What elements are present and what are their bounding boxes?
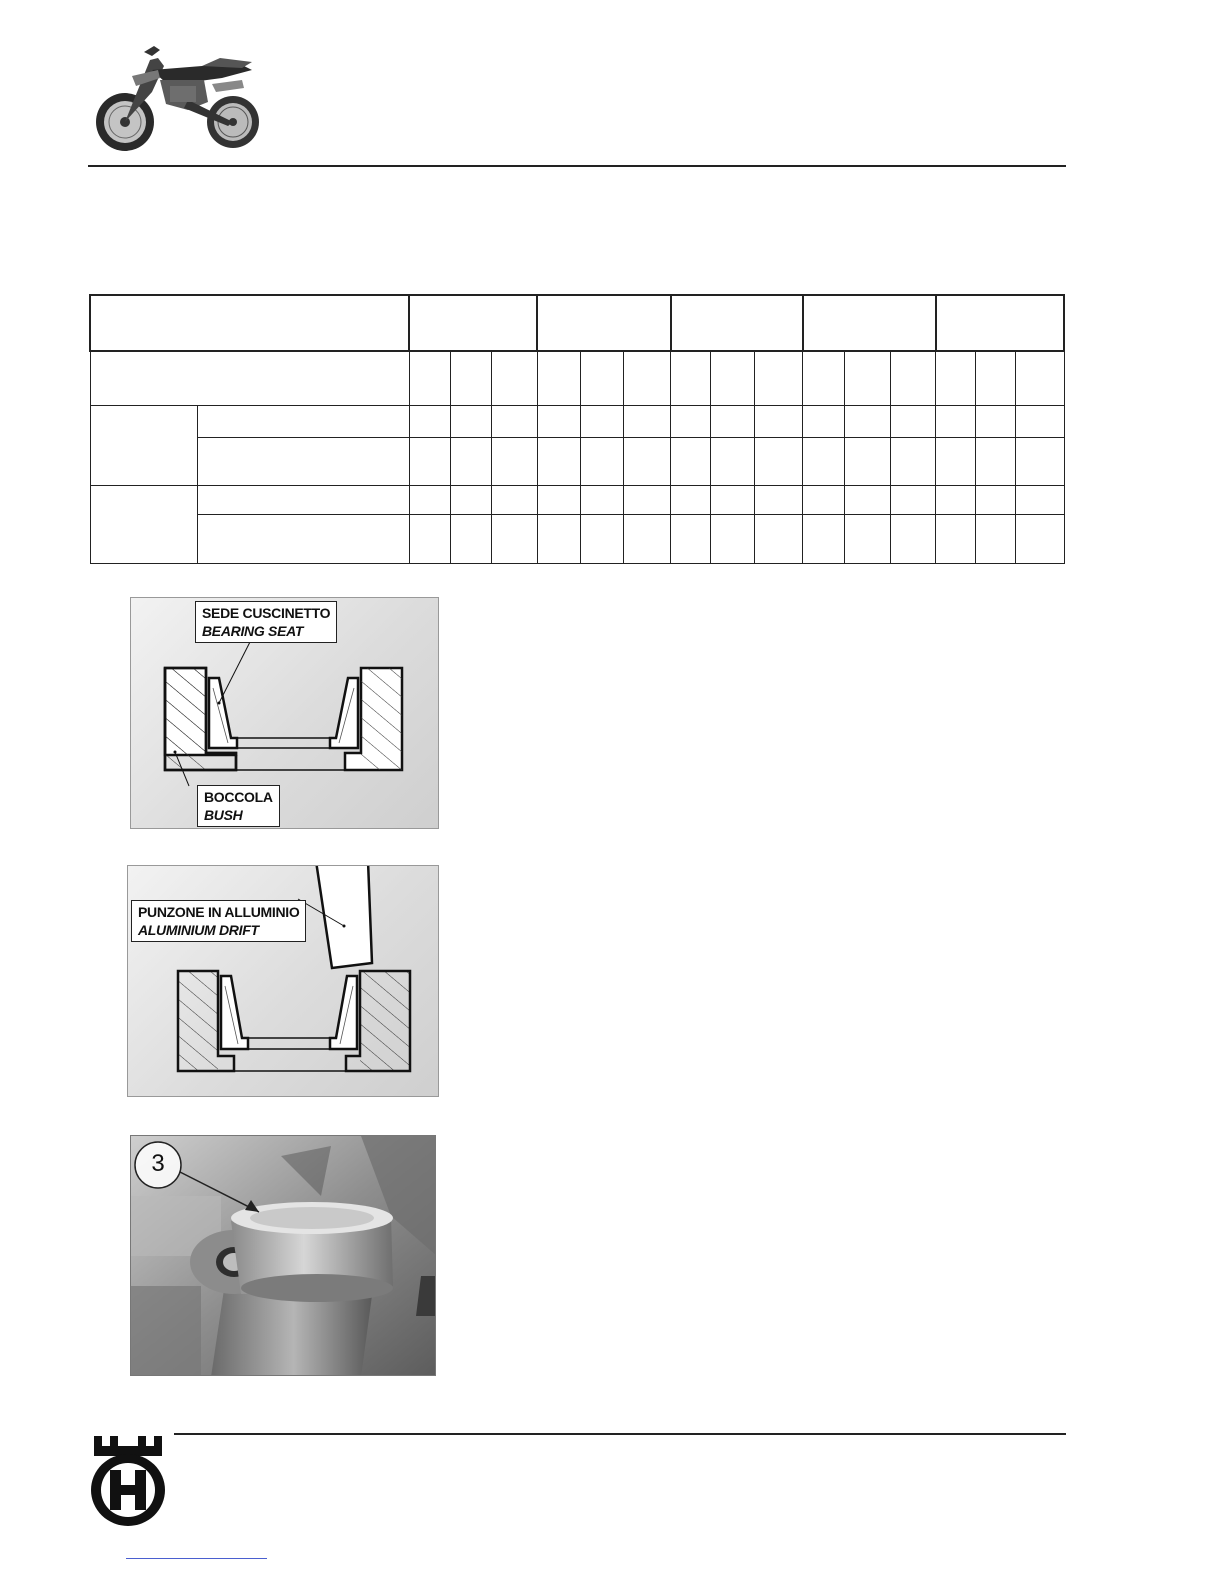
spec-table-cell — [755, 514, 803, 563]
spec-table-cell — [580, 351, 623, 405]
bearing-seat-label-it: SEDE CUSCINETTO — [202, 605, 331, 621]
spec-table-cell — [197, 485, 409, 514]
spec-table-cell — [450, 514, 491, 563]
spec-table-cell — [803, 405, 845, 437]
spec-table-group-cell — [803, 295, 936, 351]
spec-table-cell — [537, 437, 580, 485]
spec-table-cell — [891, 405, 936, 437]
spec-table-cell — [450, 405, 491, 437]
spec-table-cell — [755, 405, 803, 437]
table-row — [90, 405, 1064, 437]
spec-table-cell — [845, 437, 891, 485]
spec-table-cell — [623, 437, 670, 485]
drift-callout — [131, 900, 306, 942]
spec-table-cell — [537, 405, 580, 437]
spec-table-cell — [891, 351, 936, 405]
spec-table-cell — [409, 514, 450, 563]
spec-table-cell — [711, 351, 755, 405]
spec-table-corner-cell — [90, 295, 409, 351]
spec-table-cell — [580, 485, 623, 514]
spec-table-cell — [936, 405, 976, 437]
spec-table-cell — [409, 405, 450, 437]
callout-number: 3 — [151, 1150, 165, 1177]
spec-table-cell — [891, 514, 936, 563]
spec-table-cell — [491, 351, 537, 405]
spec-table-cell — [623, 405, 670, 437]
spec-table-cell — [976, 405, 1016, 437]
spec-table-cell — [491, 485, 537, 514]
steering-head-photo-drawing — [131, 1136, 436, 1376]
spec-table-cell — [537, 351, 580, 405]
spec-table-cell — [409, 485, 450, 514]
spec-table-cell — [891, 437, 936, 485]
spec-table-cell — [803, 485, 845, 514]
header-rule — [88, 165, 1066, 167]
spec-table-cell — [936, 437, 976, 485]
header-motorcycle-logo — [92, 40, 267, 152]
spec-table-cell — [845, 351, 891, 405]
spec-table-cell — [803, 437, 845, 485]
spec-table-cell — [491, 437, 537, 485]
spec-table-group-cell — [537, 295, 670, 351]
spec-table-cell — [197, 405, 409, 437]
spec-table-cell — [491, 405, 537, 437]
bearing-seat-figure — [130, 597, 439, 829]
spec-table-cell — [711, 437, 755, 485]
spec-table-cell — [936, 485, 976, 514]
spec-table-cell — [755, 351, 803, 405]
spec-table-cell — [491, 514, 537, 563]
spec-table-cell — [580, 405, 623, 437]
spec-table-cell — [1016, 485, 1064, 514]
drift-label-en: ALUMINIUM DRIFT — [138, 922, 259, 938]
spec-table-cell — [671, 485, 711, 514]
spec-table-cell — [671, 514, 711, 563]
spec-table-cell — [450, 351, 491, 405]
table-row — [90, 514, 1064, 563]
spec-table-group-cell — [409, 295, 537, 351]
spec-table-row-group-cell — [90, 485, 197, 563]
bearing-seat-label-en: BEARING SEAT — [202, 623, 304, 639]
spec-table-cell — [537, 485, 580, 514]
spec-table-cell — [845, 514, 891, 563]
spec-table-cell — [976, 351, 1016, 405]
footer-link-underline[interactable] — [126, 1558, 267, 1559]
spec-table-cell — [1016, 514, 1064, 563]
footer-rule — [174, 1433, 1066, 1435]
spec-table-group-cell — [936, 295, 1064, 351]
spec-table-cell — [580, 514, 623, 563]
spec-table-cell — [671, 351, 711, 405]
spec-table-cell — [197, 514, 409, 563]
husqvarna-crown-logo-icon — [88, 1430, 168, 1530]
spec-table-cell — [711, 405, 755, 437]
spec-table-cell — [671, 437, 711, 485]
spec-table-subheader-row — [90, 351, 1064, 405]
spec-table-group-cell — [671, 295, 803, 351]
spec-table-cell — [711, 514, 755, 563]
spec-table-cell — [891, 485, 936, 514]
spec-table-cell — [623, 351, 670, 405]
spec-table-cell — [755, 437, 803, 485]
steering-head-photo — [130, 1135, 436, 1376]
spec-table-cell — [1016, 351, 1064, 405]
spec-table-cell — [976, 514, 1016, 563]
table-row — [90, 485, 1064, 514]
spec-table — [89, 294, 1065, 564]
spec-table-cell — [623, 514, 670, 563]
spec-table-cell — [936, 514, 976, 563]
spec-table-row-group-cell — [90, 405, 197, 485]
spec-table-cell — [580, 437, 623, 485]
spec-table-cell — [1016, 437, 1064, 485]
spec-table-cell — [409, 437, 450, 485]
spec-table-cell — [803, 514, 845, 563]
spec-table-cell — [537, 514, 580, 563]
spec-table-cell — [90, 351, 409, 405]
spec-table-cell — [845, 405, 891, 437]
bush-callout — [197, 785, 280, 827]
aluminium-drift-figure — [127, 865, 439, 1097]
bush-label-en: BUSH — [204, 807, 243, 823]
spec-table-cell — [803, 351, 845, 405]
spec-table-cell — [450, 437, 491, 485]
drift-label-it: PUNZONE IN ALLUMINIO — [138, 904, 300, 920]
spec-table-group-header-row — [90, 295, 1064, 351]
bearing-seat-callout — [195, 601, 337, 643]
spec-table-cell — [976, 437, 1016, 485]
motorcycle-illustration-icon — [92, 40, 267, 152]
spec-table-cell — [755, 485, 803, 514]
spec-table-cell — [197, 437, 409, 485]
spec-table-cell — [671, 405, 711, 437]
spec-table-cell — [936, 351, 976, 405]
spec-table-cell — [1016, 405, 1064, 437]
spec-table-cell — [976, 485, 1016, 514]
bush-label-it: BOCCOLA — [204, 789, 273, 805]
spec-table-cell — [450, 485, 491, 514]
table-row — [90, 437, 1064, 485]
spec-table-cell — [409, 351, 450, 405]
spec-table-cell — [623, 485, 670, 514]
spec-table-cell — [845, 485, 891, 514]
footer-brand-logo — [88, 1430, 168, 1530]
spec-table-cell — [711, 485, 755, 514]
